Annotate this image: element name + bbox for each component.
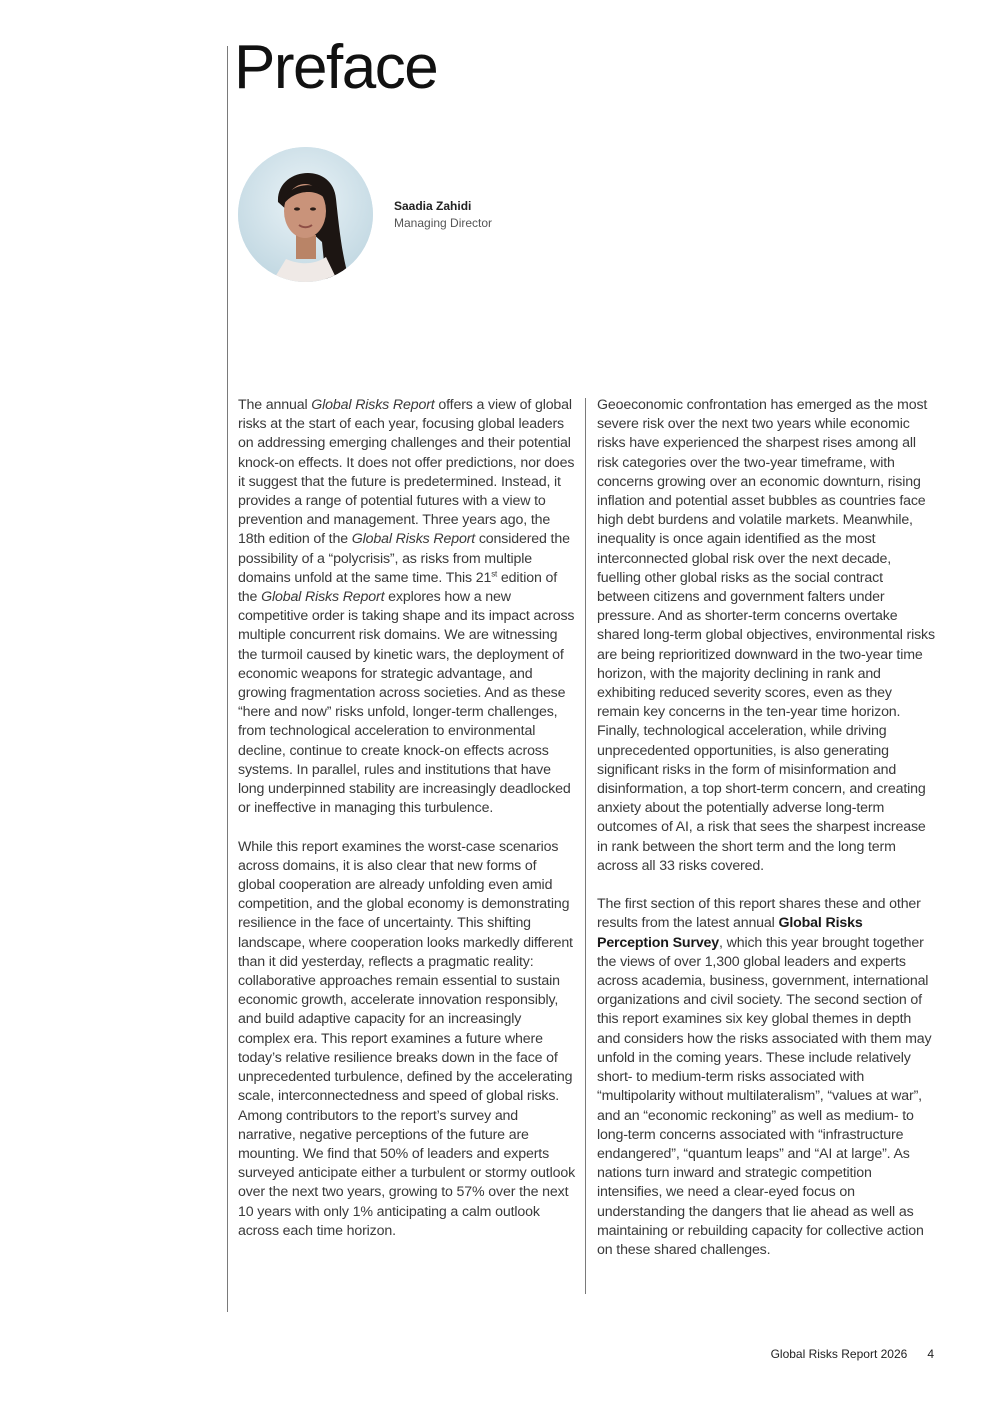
paragraph: While this report examines the worst-case scenarios across domains, it is also clear that new forms of global cooperation are already unfolding even amid competition, and the global economy is demonstrating resilience in the face of uncertainty. This shifting landscape, where cooperation looks markedly different than it did yesterday, reflects a pragmatic reality: collaborative approaches remain essential to sustain economic growth, accelerate innovation responsibly, and build adaptive capacity for an increasingly complex era. This report examines a future where today’s relative resilience breaks down in the face of unprecedented turbulence, defined by the accelerating scale, interconnectedness and speed of global risks. Among contributors to the report’s survey and narrative, negative perceptions of the future are mounting. We find that 50% of leaders and experts surveyed anticipate either a turbulent or stormy outlook over the next two years, growing to 57% over the next 10 years with only 1% anticipating a calm outlook across each time horizon. bbox=[238, 838, 576, 1239]
text-run: The annual bbox=[238, 397, 312, 413]
text-run: , which this year brought together the views of over 1,300 global leaders and experts across academia, business, government, international organizations and civil society. The second section of this report examines six key global themes in depth and considers how the risks associated with them may unfold in the coming years. These include relatively short- to medium-term risks associated with “multipolarity without multilateralism”, “values at war”, and an “economic reckoning” as well as medium- to long-term concerns associated with “infrastructure endangered”, “quantum leaps” and “AI at large”. As nations turn inward and strategic competition intensifies, we need a clear-eyed focus on understanding the dangers that lie ahead as well as maintaining or rebuilding capacity for collective action on these shared challenges. bbox=[597, 934, 932, 1258]
author-role: Managing Director bbox=[394, 216, 493, 230]
report-title-italic: Global Risks Report bbox=[351, 531, 476, 548]
author-block bbox=[394, 198, 492, 232]
left-text-column bbox=[238, 396, 576, 1241]
paragraph bbox=[238, 396, 576, 818]
column-divider-rule bbox=[585, 398, 586, 1294]
portrait-image bbox=[238, 147, 373, 282]
report-title-italic: Global Risks Report bbox=[261, 589, 385, 606]
text-run: considered the possibility of a “polycrisis”, as risks from multiple domains unfold at the same time. This 21 bbox=[238, 531, 570, 586]
left-margin-rule bbox=[227, 46, 228, 1312]
page-title: Preface bbox=[234, 33, 438, 102]
page-footer bbox=[771, 1347, 934, 1361]
footer-report-title: Global Risks Report 2026 bbox=[770, 1347, 908, 1361]
page-number: 4 bbox=[927, 1347, 934, 1361]
paragraph: Geoeconomic confrontation has emerged as the most severe risk over the next two years while economic risks have experienced the sharpest rises among all risk categories over the two-year timeframe, with concerns growing over an economic downturn, rising inflation and potential asset bubbles as countries face high debt burdens and volatile markets. Meanwhile, inequality is once again identified as the most interconnected global risk over the next decade, fuelling other global risks as the social contract between citizens and government falters under pressure. And as shorter-term concerns overtake shared long-term global objectives, environmental risks are being reprioritized downward in the two-year time horizon, with the majority declining in rank and exhibiting reduced severity scores, even as they remain key concerns in the ten-year time horizon. Finally, technological acceleration, while driving unprecedented opportunities, is also generating significant risks in the form of misinformation and disinformation, a top short-term concern, and creating anxiety about the potentially adverse long-term outcomes of AI, a risk that sees the sharpest increase in rank between the short term and the long term across all 33 risks covered. bbox=[597, 397, 935, 874]
right-text-column bbox=[597, 396, 935, 1260]
author-name: Saadia Zahidi bbox=[394, 199, 472, 213]
report-title-italic: Global Risks Report bbox=[311, 397, 435, 413]
text-run: explores how a new competitive order is taking shape and its impact across multiple concurrent risk domains. We are witnessing the turmoil caused by kinetic wars, the deployment of economic weapons for strategic advantage, and growing fragmentation across societies. And as these “here and now” risks unfold, longer-term challenges, from technological acceleration to environmental decline, continue to create knock-on effects across systems. In parallel, rules and institutions that have long underpinned stability are increasingly deadlocked or ineffective in managing this turbulence. bbox=[238, 589, 575, 817]
author-portrait bbox=[238, 147, 373, 282]
paragraph bbox=[597, 895, 935, 1260]
ordinal-superscript: st bbox=[491, 569, 498, 579]
text-run: edition of the bbox=[238, 569, 558, 606]
text-run: The first section of this report shares these and other results from the latest annual bbox=[597, 896, 921, 932]
text-run: offers a view of global risks at the start of each year, focusing global leaders on addressing emerging challenges and their potential knock-on effects. It does not offer predictions, nor does it suggest that the future is predetermined. Instead, it provides a range of potential futures with a view to prevention and management. Three years ago, the 18th edition of the bbox=[238, 397, 575, 548]
survey-name-bold: Global Risks Perception Survey bbox=[597, 915, 863, 951]
